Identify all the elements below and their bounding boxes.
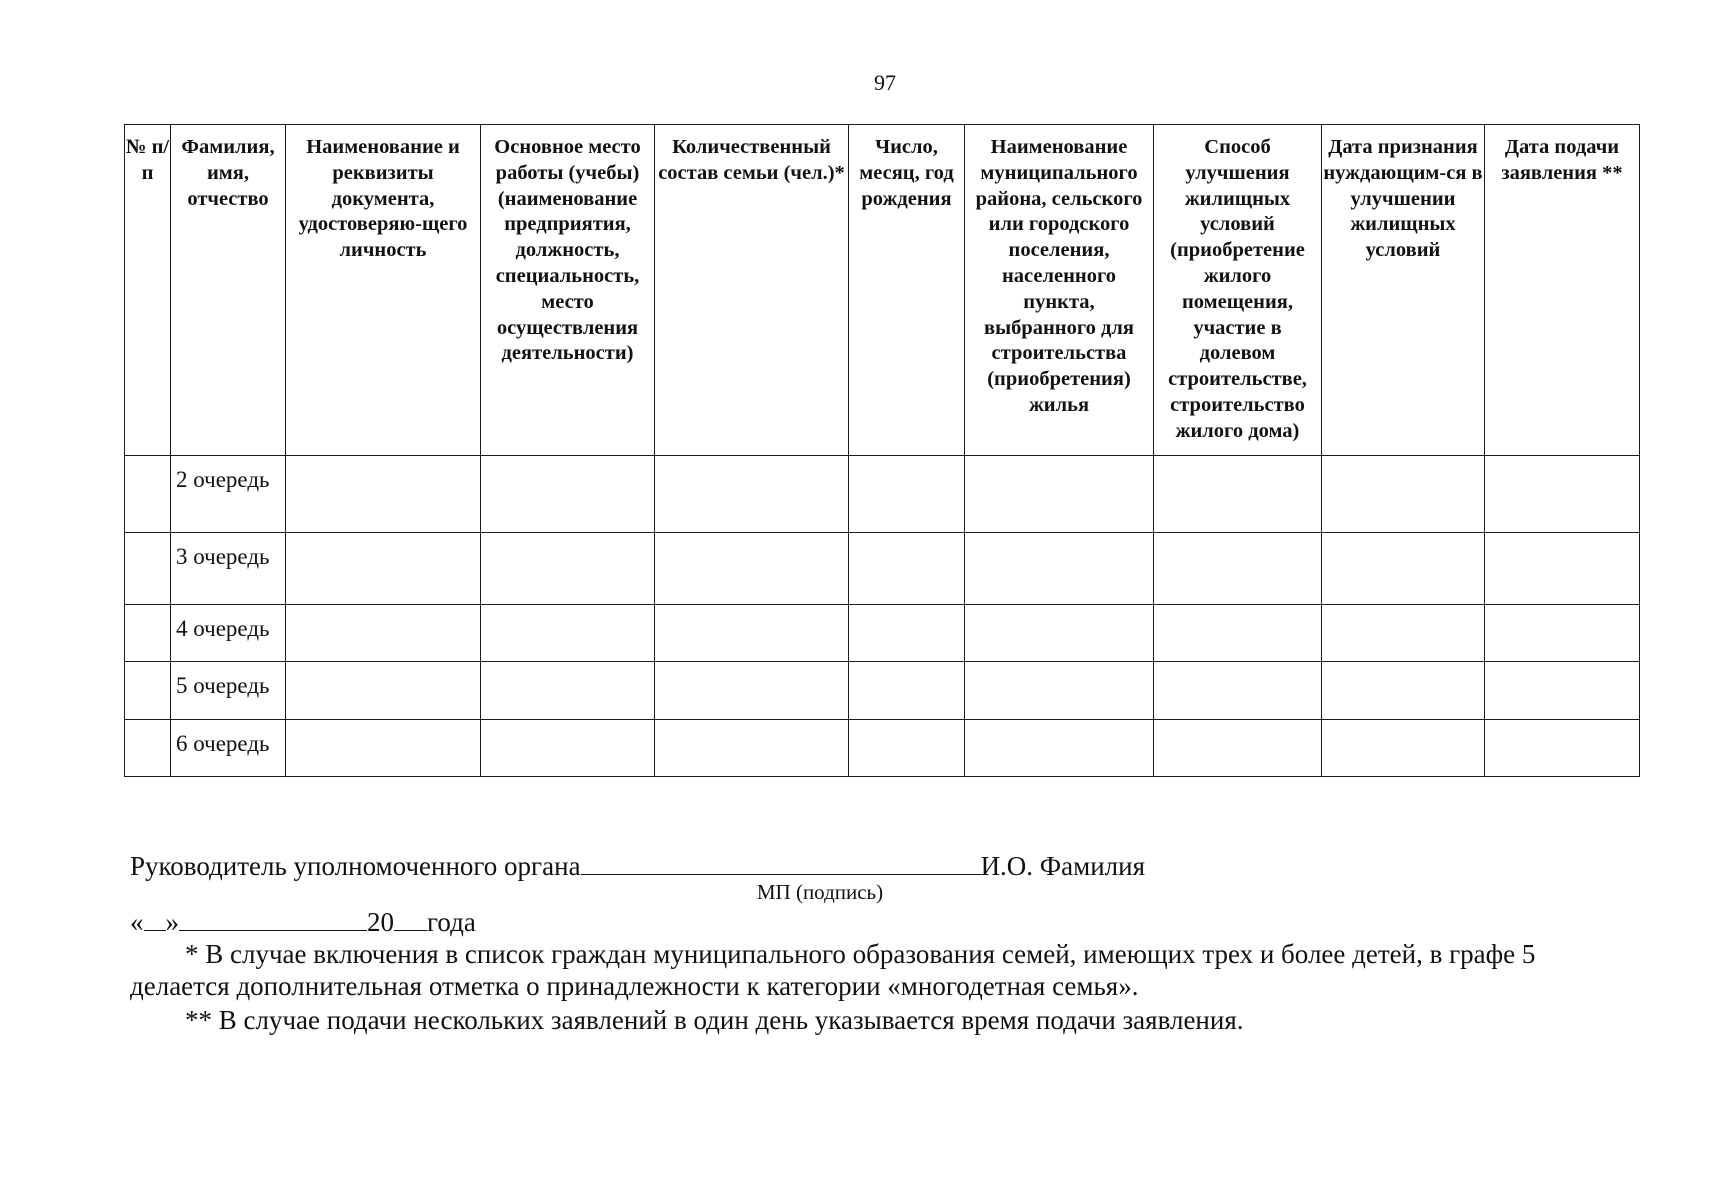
table-cell [1322,662,1485,720]
table-cell [1322,456,1485,533]
header-cell-birth-date: Число, месяц, год рождения [849,125,965,456]
table-cell [849,720,965,777]
queue-label: 5 очередь [171,662,286,720]
table-cell [286,662,481,720]
table-row [125,533,1640,605]
table-cell [965,662,1154,720]
table-cell [286,605,481,662]
header-cell-application-date: Дата подачи заявления ** [1485,125,1640,456]
header-cell-number: № п/п [125,125,171,456]
signatory-position: Руководитель уполномоченного органа [130,851,581,881]
table-cell [849,662,965,720]
day-blank [144,906,166,931]
year-blank [394,906,427,931]
queue-label: 2 очередь [171,456,286,533]
date-line [130,906,476,938]
table-cell [125,720,171,777]
date-close-quote: » [165,907,179,937]
table-cell [849,533,965,605]
table-cell [965,533,1154,605]
table-cell [655,720,849,777]
stamp-label: МП (подпись) [756,880,884,904]
table-cell [1485,720,1640,777]
header-cell-id-document: Наименование и реквизиты документа, удостоверяю-щего личность [286,125,481,456]
table-cell [125,533,171,605]
header-cell-improvement-method: Способ улучшения жилищных условий (приобретение жилого помещения, участие в долевом строительстве, строительство жилого дома) [1154,125,1322,456]
date-open-quote: « [130,907,144,937]
table-cell [655,456,849,533]
signature-line [130,848,1145,882]
table-cell [481,456,655,533]
table-cell [1322,720,1485,777]
table-cell [1154,605,1322,662]
table-cell [1322,533,1485,605]
table-cell [125,456,171,533]
table-cell [965,456,1154,533]
page-number: 97 [874,70,896,95]
table-cell [965,605,1154,662]
table-cell [965,720,1154,777]
table-cell [125,605,171,662]
table-row [125,720,1640,777]
table-cell [481,720,655,777]
table-cell [655,533,849,605]
table-cell [849,605,965,662]
table-cell [125,662,171,720]
table-cell [286,720,481,777]
table-cell [655,605,849,662]
queue-label: 3 очередь [171,533,286,605]
table-cell [481,533,655,605]
footnote-large-families: * В случае включения в список граждан муниципального образования семей, имеющих трех и более детей, в графе 5 делается дополнительная отметка о принадлежности к категории «многодетная семья». [130,939,1536,1001]
header-cell-family-size: Количественный состав семьи (чел.)* [655,125,849,456]
applicants-table [124,124,1640,777]
year-suffix: года [427,907,476,937]
table-cell [1322,605,1485,662]
table-cell [1154,720,1322,777]
table-cell [655,662,849,720]
table-cell [1154,662,1322,720]
table-cell [1485,662,1640,720]
table-header-row [125,125,1640,456]
table-cell [849,456,965,533]
signatory-name: И.О. Фамилия [980,851,1146,881]
table-row [125,605,1640,662]
table-cell [1154,456,1322,533]
table-cell [1485,605,1640,662]
table-row [125,456,1640,533]
queue-label: 4 очередь [171,605,286,662]
table-cell [286,533,481,605]
table-cell [481,605,655,662]
year-prefix: 20 [367,907,394,937]
month-blank [179,906,367,931]
queue-label: 6 очередь [171,720,286,777]
footnote-application-time: ** В случае подачи нескольких заявлений в один день указывается время подачи заявления. [185,1005,1244,1035]
table-cell [1485,533,1640,605]
header-cell-need-recognition-date: Дата признания нуждающим-ся в улучшении жилищных условий [1322,125,1485,456]
table-cell [1485,456,1640,533]
table-row [125,662,1640,720]
header-cell-full-name: Фамилия, имя, отчество [171,125,286,456]
header-cell-workplace: Основное место работы (учебы) (наименование предприятия, должность, специальность, место осуществления деятельности) [481,125,655,456]
table-cell [481,662,655,720]
header-cell-municipality: Наименование муниципального района, сельского или городского поселения, населенного пункта, выбранного для строительства (приобретения) жилья [965,125,1154,456]
table-cell [286,456,481,533]
table-cell [1154,533,1322,605]
signature-blank [581,848,981,875]
